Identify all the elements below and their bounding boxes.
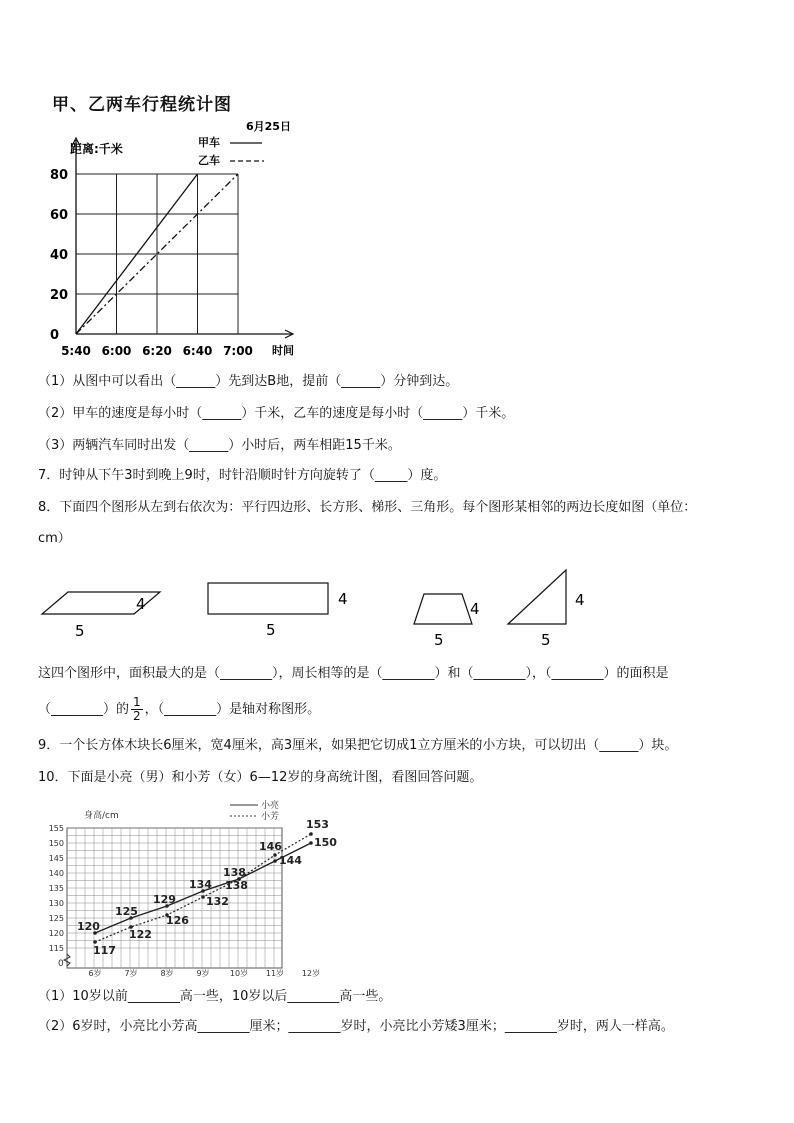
chart2-series	[77, 818, 337, 957]
q8-line2: cm）	[38, 531, 71, 546]
q8-text2b: ，（________）是轴对称图形。	[144, 702, 321, 717]
chart2-label-a: 134	[189, 878, 212, 891]
chart1-xtick-label: 6:00	[101, 344, 132, 358]
chart2-label-a: 129	[153, 893, 176, 906]
q8-line1: 8．下面四个图形从左到右依次为：平行四边形、长方形、梯形、三角形。每个图形某相邻的两边长度如图（单位：	[38, 500, 697, 515]
chart2-label-b: 122	[129, 928, 152, 941]
fraction-numerator: 1	[133, 695, 141, 709]
q6-sub1: （1）从图中可以看出（______）先到达B地，提前（______）分钟到达。	[38, 374, 459, 389]
parallelogram-base: 5	[75, 622, 85, 640]
triangle-side: 4	[575, 591, 585, 609]
chart1-ytick-label: 0	[50, 328, 60, 343]
chart2-xtick-label: 10岁	[229, 969, 249, 978]
chart2-ytick-label: 125	[48, 914, 64, 923]
chart2-legend-a: 小亮	[261, 801, 280, 811]
chart2-ytick-label: 135	[48, 884, 64, 893]
chart2-label-b: 138	[225, 879, 248, 892]
triangle-shape	[508, 570, 566, 624]
chart2-xtick-label: 8岁	[160, 969, 174, 978]
chart1-legend-a: 甲车	[198, 136, 220, 149]
chart2-label-b: 117	[93, 944, 116, 957]
chart2-ytick-label: 130	[48, 899, 64, 908]
chart1-xtick-label: 7:00	[223, 344, 253, 358]
chart2-ytick-label: 115	[48, 944, 64, 953]
q8-text2a: （________）的	[38, 702, 130, 717]
chart1-xlabel: 时间	[272, 344, 294, 357]
chart2-ylabel: 身高/cm	[84, 811, 119, 821]
chart2-xtick-label: 6岁	[88, 969, 102, 978]
shapes-figure	[30, 562, 610, 652]
chart2-xtick-label: 11岁	[265, 969, 285, 978]
travel-chart	[50, 112, 310, 362]
fraction-half	[131, 696, 143, 723]
chart2-legend-b: 小芳	[261, 812, 280, 822]
chart2-label-b: 126	[166, 914, 189, 927]
q8-text1: 这四个图形中，面积最大的是（________），周长相等的是（________）和（________），（________）的面积是	[38, 666, 669, 681]
chart2-point-b	[201, 895, 205, 899]
chart2-ytick-label: 155	[48, 824, 64, 833]
q6-sub2: （2）甲车的速度是每小时（______）千米，乙车的速度是每小时（______）千米。	[38, 406, 515, 421]
chart1-xtick-label: 6:20	[142, 344, 172, 358]
rectangle-side: 4	[338, 590, 348, 608]
chart2-label-a: 150	[314, 836, 337, 849]
chart2-xtick-label: 9岁	[196, 969, 210, 978]
chart2-point-b	[309, 832, 313, 836]
q10-sub1: （1）10岁以前________高一些，10岁以后________高一些。	[38, 989, 392, 1004]
chart2-xtick-label: 12岁	[301, 969, 321, 978]
chart2-ytick-label: 120	[48, 929, 64, 938]
chart2-zero: 0	[58, 959, 64, 969]
q7-text: 7．时钟从下午3时到晚上9时，时针沿顺时针方向旋转了（_____）度。	[38, 468, 447, 483]
chart1-ytick-label: 80	[50, 168, 69, 183]
fraction-denominator: 2	[133, 709, 141, 723]
q8-text2	[38, 696, 320, 723]
chart1-date: 6月25日	[246, 120, 291, 133]
chart1-ytick-label: 20	[50, 288, 69, 303]
chart2-point-b	[273, 853, 277, 857]
q10-title: 10．下面是小亮（男）和小芳（女）6—12岁的身高统计图，看图回答问题。	[38, 770, 483, 785]
chart2-xtick-label: 7岁	[124, 969, 138, 978]
q9-text: 9．一个长方体木块长6厘米，宽4厘米，高3厘米，如果把它切成1立方厘米的小方块，可以切出（______）块。	[38, 738, 678, 753]
chart1-legend-b: 乙车	[198, 154, 220, 167]
chart1-xtick-label: 5:40	[61, 344, 91, 358]
chart1-title: 甲、乙两车行程统计图	[52, 95, 232, 115]
chart2-label-b: 153	[306, 818, 329, 831]
chart2-label-a: 120	[77, 920, 100, 933]
chart2-label-b: 132	[206, 895, 229, 908]
chart1-ylabel: 距离:千米	[70, 142, 123, 156]
trapezoid-base: 5	[434, 631, 444, 649]
chart2-label-a: 125	[115, 905, 138, 918]
chart2-ytick-label: 150	[48, 839, 64, 848]
triangle-base: 5	[541, 631, 551, 649]
q6-sub3: （3）两辆汽车同时出发（______）小时后，两车相距15千米。	[38, 438, 401, 453]
height-chart	[40, 796, 337, 978]
chart1-ytick-label: 60	[50, 208, 69, 223]
trapezoid-shape	[414, 594, 472, 624]
parallelogram-side: 4	[136, 595, 146, 613]
chart2-point-a	[309, 841, 313, 845]
chart2-point-a	[273, 859, 277, 863]
trapezoid-side: 4	[470, 600, 480, 618]
q10-sub2: （2）6岁时，小亮比小芳高________厘米；________岁时，小亮比小芳矮3厘米；________岁时，两人一样高。	[38, 1019, 674, 1034]
chart1-xtick-label: 6:40	[182, 344, 213, 358]
rectangle-shape	[208, 583, 328, 614]
chart2-label-b: 146	[259, 840, 282, 853]
chart2-ytick-label: 145	[48, 854, 64, 863]
chart2-label-a: 144	[279, 854, 302, 867]
chart2-ytick-label: 140	[48, 869, 64, 878]
chart2-label-a: 138	[223, 866, 246, 879]
rectangle-base: 5	[266, 621, 276, 639]
chart1-ytick-label: 40	[50, 248, 69, 263]
